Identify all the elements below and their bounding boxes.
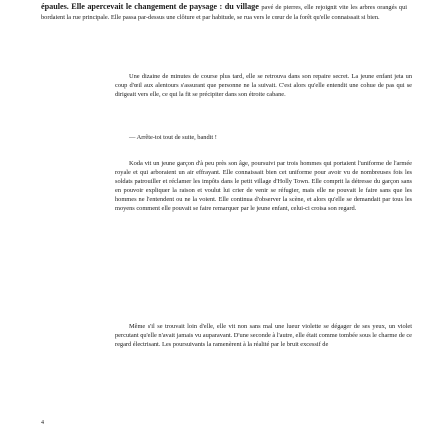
paragraph-1-text: pavé de pierres, elle rejoignit vite les arbres orangés qui bordaient la rue principale. Elle passa par-dessus une clôture et par habitude, se rua vers le cœur de la forêt qu'elle connaissait si bien. [41,4,407,22]
paragraph-1-lead: épaules. Elle apercevait le changement de paysage : du village [41,2,259,11]
paragraph-5: Même s'il se trouvait loin d'elle, elle vit non sans mal une lueur violette se dégager de ses yeux, un violet percutant qu'elle n'avait jamais vu auparavant. D'une seconde à l'autre, elle était comme tombée sous le charme de ce regard électrisant. Les poursuivants la ramenèrent à la réalité par le bruit excessif de [115,323,412,349]
paragraph-3: — Arrête-toi tout de suite, bandit ! [129,134,217,141]
paragraph-2: Une dizaine de minutes de course plus tard, elle se retrouva dans son repaire secret. La jeune enfant jeta un coup d'œil aux alentours s'assurant que personne ne la suivait. C'est alors qu'elle entendit une cohue de pas qui se dirigeait vers elle, ce qui la fit se précipiter dans son étroite cabane. [115,73,412,99]
paragraph-4: Koda vit un jeune garçon d'à peu près son âge, poursuivi par trois hommes qui portaient l'uniforme de l'armée royale et qui arboraient un air effrayant. Elle connaissait bien cet uniforme pour avoir vu de nombreuses fois les soldats patrouiller et réclamer les impôts dans le petit village d'Holly Town. Elle comprit la détresse du garçon sans en pouvoir expliquer la raison et voulut lui crier de venir se réfugier, mais elle ne pouvait le faire sans que les hommes ne l'entendent ou ne la voient. Elle continua d'observer la scène, et alors qu'elle se demandait par tous les moyens comment elle pouvait se faire remarquer par le jeune enfant, celui-ci croisa son regard. [115,160,412,213]
page-number: 4 [41,420,44,426]
paragraph-1 [41,2,407,23]
